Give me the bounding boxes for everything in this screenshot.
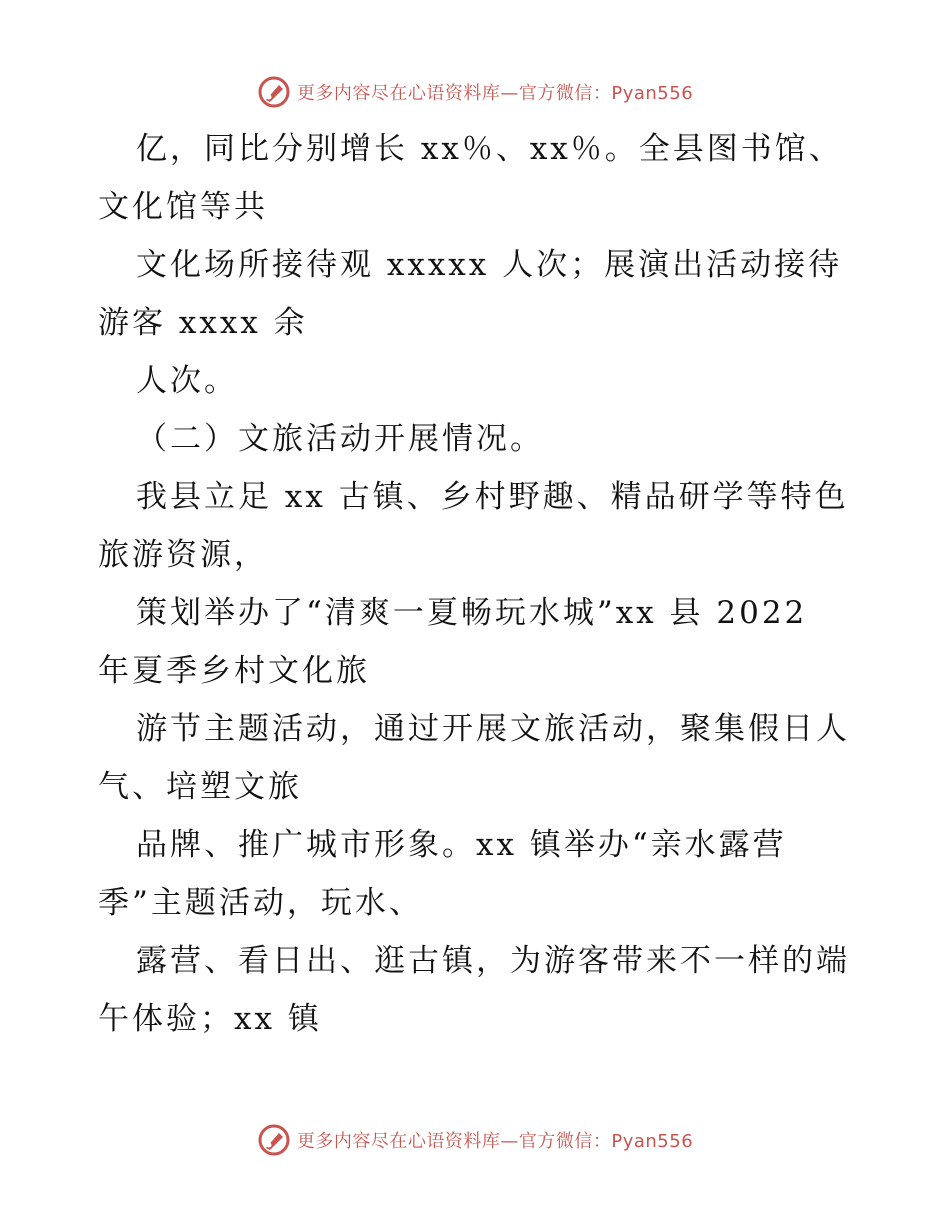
text-line: 文化场所接待观 xxxxx 人次；展演出活动接待 [136,247,843,283]
pen-nib-circle-icon [257,75,291,109]
text-line: 亿，同比分别增长 xx％、xx％。全县图书馆、 [136,131,843,167]
pen-nib-circle-icon [257,1123,291,1157]
text-line: 游节主题活动，通过开展文旅活动，聚集假日人 [136,711,850,747]
text-line: 旅游资源， [98,537,268,573]
text-line: 露营、看日出、逛古镇，为游客带来不一样的端 [136,943,850,979]
text-line: 午体验；xx 镇 [98,1001,322,1037]
text-line: 文化馆等共 [98,189,268,225]
banner-text: 更多内容尽在心语资料库—官方微信：Pyan556 [296,83,694,104]
text-line: 季”主题活动，玩水、 [98,885,423,921]
text-line: 品牌、推广城市形象。xx 镇举办“亲水露营 [136,827,787,863]
text-line: 气、培塑文旅 [98,769,302,805]
text-line: 人次。 [136,363,238,399]
banner-text: 更多内容尽在心语资料库—官方微信：Pyan556 [296,1131,694,1152]
section-heading: （二）文旅活动开展情况。 [136,421,544,457]
text-line: 我县立足 xx 古镇、乡村野趣、精品研学等特色 [136,479,849,515]
text-line: 策划举办了“清爽一夏畅玩水城”xx 县 2022 [136,595,808,631]
footer-banner [0,1120,950,1160]
text-line: 年夏季乡村文化旅 [98,653,370,689]
text-line: 游客 xxxx 余 [98,305,308,341]
header-banner [0,72,950,112]
